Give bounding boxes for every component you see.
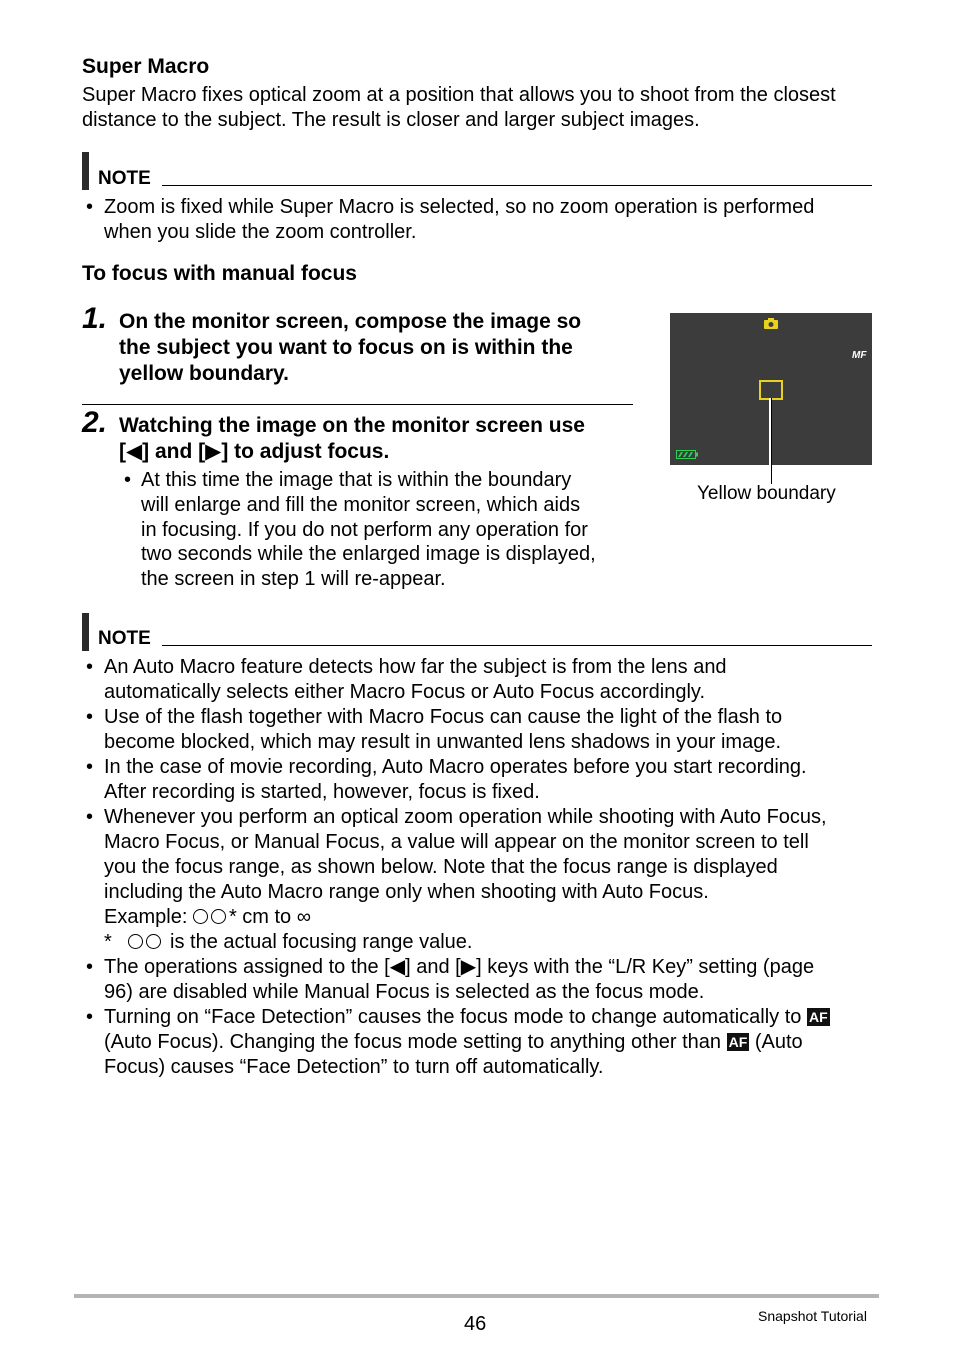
- lr-line-2: 96) are disabled while Manual Focus is selected as the focus mode.: [104, 981, 705, 1003]
- lr-line-1: [104, 955, 886, 980]
- note-marker-bar-2: [82, 613, 89, 651]
- step-2-sub-line-3: in focusing. If you do not perform any operation for: [141, 519, 588, 541]
- placeholder-circle-icon: [146, 934, 161, 949]
- placeholder-circle-icon: [128, 934, 143, 949]
- step-2-sub-line-1: At this time the image that is within the boundary: [141, 469, 572, 491]
- camera-icon: [763, 317, 779, 330]
- step-2-text-c: ] to adjust focus.: [221, 440, 390, 463]
- step-divider: [82, 404, 633, 405]
- step-2-line-1: Watching the image on the monitor screen use: [119, 414, 585, 437]
- left-arrow-icon: ◀: [126, 440, 143, 463]
- yellow-boundary-frame: [759, 380, 783, 400]
- example-line: [104, 905, 886, 930]
- note1-bullet: •: [86, 196, 94, 218]
- note2-item-1-line-1: An Auto Macro feature detects how far the subject is from the lens and: [104, 656, 727, 678]
- note-label: NOTE: [98, 168, 151, 189]
- right-arrow-icon: ▶: [205, 440, 222, 463]
- page-number: 46: [464, 1313, 487, 1335]
- section-heading-super-macro: Super Macro: [82, 55, 210, 78]
- note-divider-2: [162, 645, 872, 646]
- step-2-sub-line-5: the screen in step 1 will re-appear.: [141, 568, 446, 590]
- battery-icon: [676, 450, 698, 459]
- yellow-boundary-caption: Yellow boundary: [697, 483, 836, 504]
- footer-section-title: Snapshot Tutorial: [758, 1308, 867, 1324]
- list-item: • Use of the flash together with Macro Focus can cause the light of the flash to become blocked, which may result in unwanted lens shadows in your image.: [86, 705, 886, 755]
- step-2-line-2: [119, 438, 389, 465]
- note2-item-2-line-2: become blocked, which may result in unwanted lens shadows in your image.: [104, 731, 782, 753]
- super-macro-line-1: Super Macro fixes optical zoom at a position that allows you to shoot from the closest: [82, 84, 836, 106]
- note2-item-1-line-2: automatically selects either Macro Focus or Auto Focus accordingly.: [104, 681, 705, 703]
- note2-item-3-line-2: After recording is started, however, focus is fixed.: [104, 781, 540, 803]
- mf-indicator: MF: [852, 350, 867, 361]
- step-2-text-a: [: [119, 440, 126, 463]
- af-icon: AF: [728, 1034, 748, 1050]
- face-line-2: [104, 1030, 886, 1055]
- af-icon: AF: [808, 1009, 828, 1025]
- footnote-line: [104, 930, 886, 955]
- footnote-rest: is the actual focusing range value.: [170, 931, 473, 953]
- example-rest: * cm to ∞: [228, 906, 311, 928]
- face-text-2b: (Auto: [754, 1031, 803, 1053]
- list-item: • Whenever you perform an optical zoom operation while shooting with Auto Focus, Macro Focus, or Manual Focus, a value will appear on the monitor screen to tell you the focus range, as shown below. Note that the focus range is displayed including the Auto Macro range only when shooting with Auto Focus. Example: * cm to ∞ * is the actual focusing range value.: [86, 805, 886, 955]
- step-1-number: 1.: [82, 302, 108, 335]
- lr-text-c: ] keys with the “L/R Key” setting (page: [476, 956, 815, 978]
- face-text-1: Turning on “Face Detection” causes the focus mode to change automatically to: [104, 1006, 802, 1028]
- section-heading-manual-focus: To focus with manual focus: [82, 262, 357, 285]
- note1-item-line-2: when you slide the zoom controller.: [104, 221, 417, 243]
- step-2-number: 2.: [82, 406, 108, 439]
- note2-item-4-line-2: Macro Focus, or Manual Focus, a value will appear on the monitor screen to tell: [104, 831, 809, 853]
- list-item: • Turning on “Face Detection” causes the focus mode to change automatically to AF (Auto Focus). Changing the focus mode setting to anything other than AF (Auto Focus) causes “Face Detection” to turn off automatically.: [86, 1005, 886, 1080]
- note-label-2: NOTE: [98, 628, 151, 649]
- step-2-text-b: ] and [: [142, 440, 206, 463]
- lr-text-b: ] and [: [405, 956, 461, 978]
- note2-item-2-line-1: Use of the flash together with Macro Focus can cause the light of the flash to: [104, 706, 783, 728]
- step-2-sub-line-2: will enlarge and fill the monitor screen, which aids: [141, 494, 581, 516]
- face-line-3: Focus) causes “Face Detection” to turn off automatically.: [104, 1056, 604, 1078]
- note-marker-bar: [82, 152, 89, 190]
- list-item: • An Auto Macro feature detects how far the subject is from the lens and automatically selects either Macro Focus or Auto Focus accordingly.: [86, 655, 886, 705]
- face-text-2a: (Auto Focus). Changing the focus mode setting to anything other than: [104, 1031, 722, 1053]
- step-1-line-2: the subject you want to focus on is within the: [119, 336, 573, 359]
- super-macro-line-2: distance to the subject. The result is closer and larger subject images.: [82, 109, 700, 131]
- face-line-1: [104, 1005, 886, 1030]
- placeholder-circle-icon: [193, 909, 208, 924]
- placeholder-circle-icon: [211, 909, 226, 924]
- step-1-line-1: On the monitor screen, compose the image so: [119, 310, 582, 333]
- step-2-sub-bullet: •: [124, 469, 132, 491]
- leader-line: [771, 398, 772, 484]
- note2-item-4-line-3: you the focus range, as shown below. Note that the focus range is displayed: [104, 856, 778, 878]
- note-divider: [162, 185, 872, 186]
- step-2-sub-line-4: two seconds while the enlarged image is displayed,: [141, 543, 596, 565]
- note2-list: [86, 655, 886, 1080]
- note2-item-4-line-4: including the Auto Macro range only when shooting with Auto Focus.: [104, 881, 709, 903]
- footer-rule: [74, 1294, 879, 1298]
- step-1-line-3: yellow boundary.: [119, 362, 289, 385]
- left-arrow-icon: ◀: [389, 956, 406, 978]
- note2-item-4-line-1: Whenever you perform an optical zoom operation while shooting with Auto Focus,: [104, 806, 827, 828]
- list-item: • In the case of movie recording, Auto Macro operates before you start recording. After recording is started, however, focus is fixed.: [86, 755, 886, 805]
- example-label: Example:: [104, 906, 193, 928]
- note2-item-3-line-1: In the case of movie recording, Auto Macro operates before you start recording.: [104, 756, 807, 778]
- right-arrow-icon: ▶: [460, 956, 477, 978]
- note1-item-line-1: Zoom is fixed while Super Macro is selected, so no zoom operation is performed: [104, 196, 815, 218]
- footnote-star: *: [104, 931, 112, 953]
- list-item: • The operations assigned to the [◀] and [▶] keys with the “L/R Key” setting (page 96) are disabled while Manual Focus is selected as the focus mode.: [86, 955, 886, 1005]
- lr-text-a: The operations assigned to the [: [104, 956, 390, 978]
